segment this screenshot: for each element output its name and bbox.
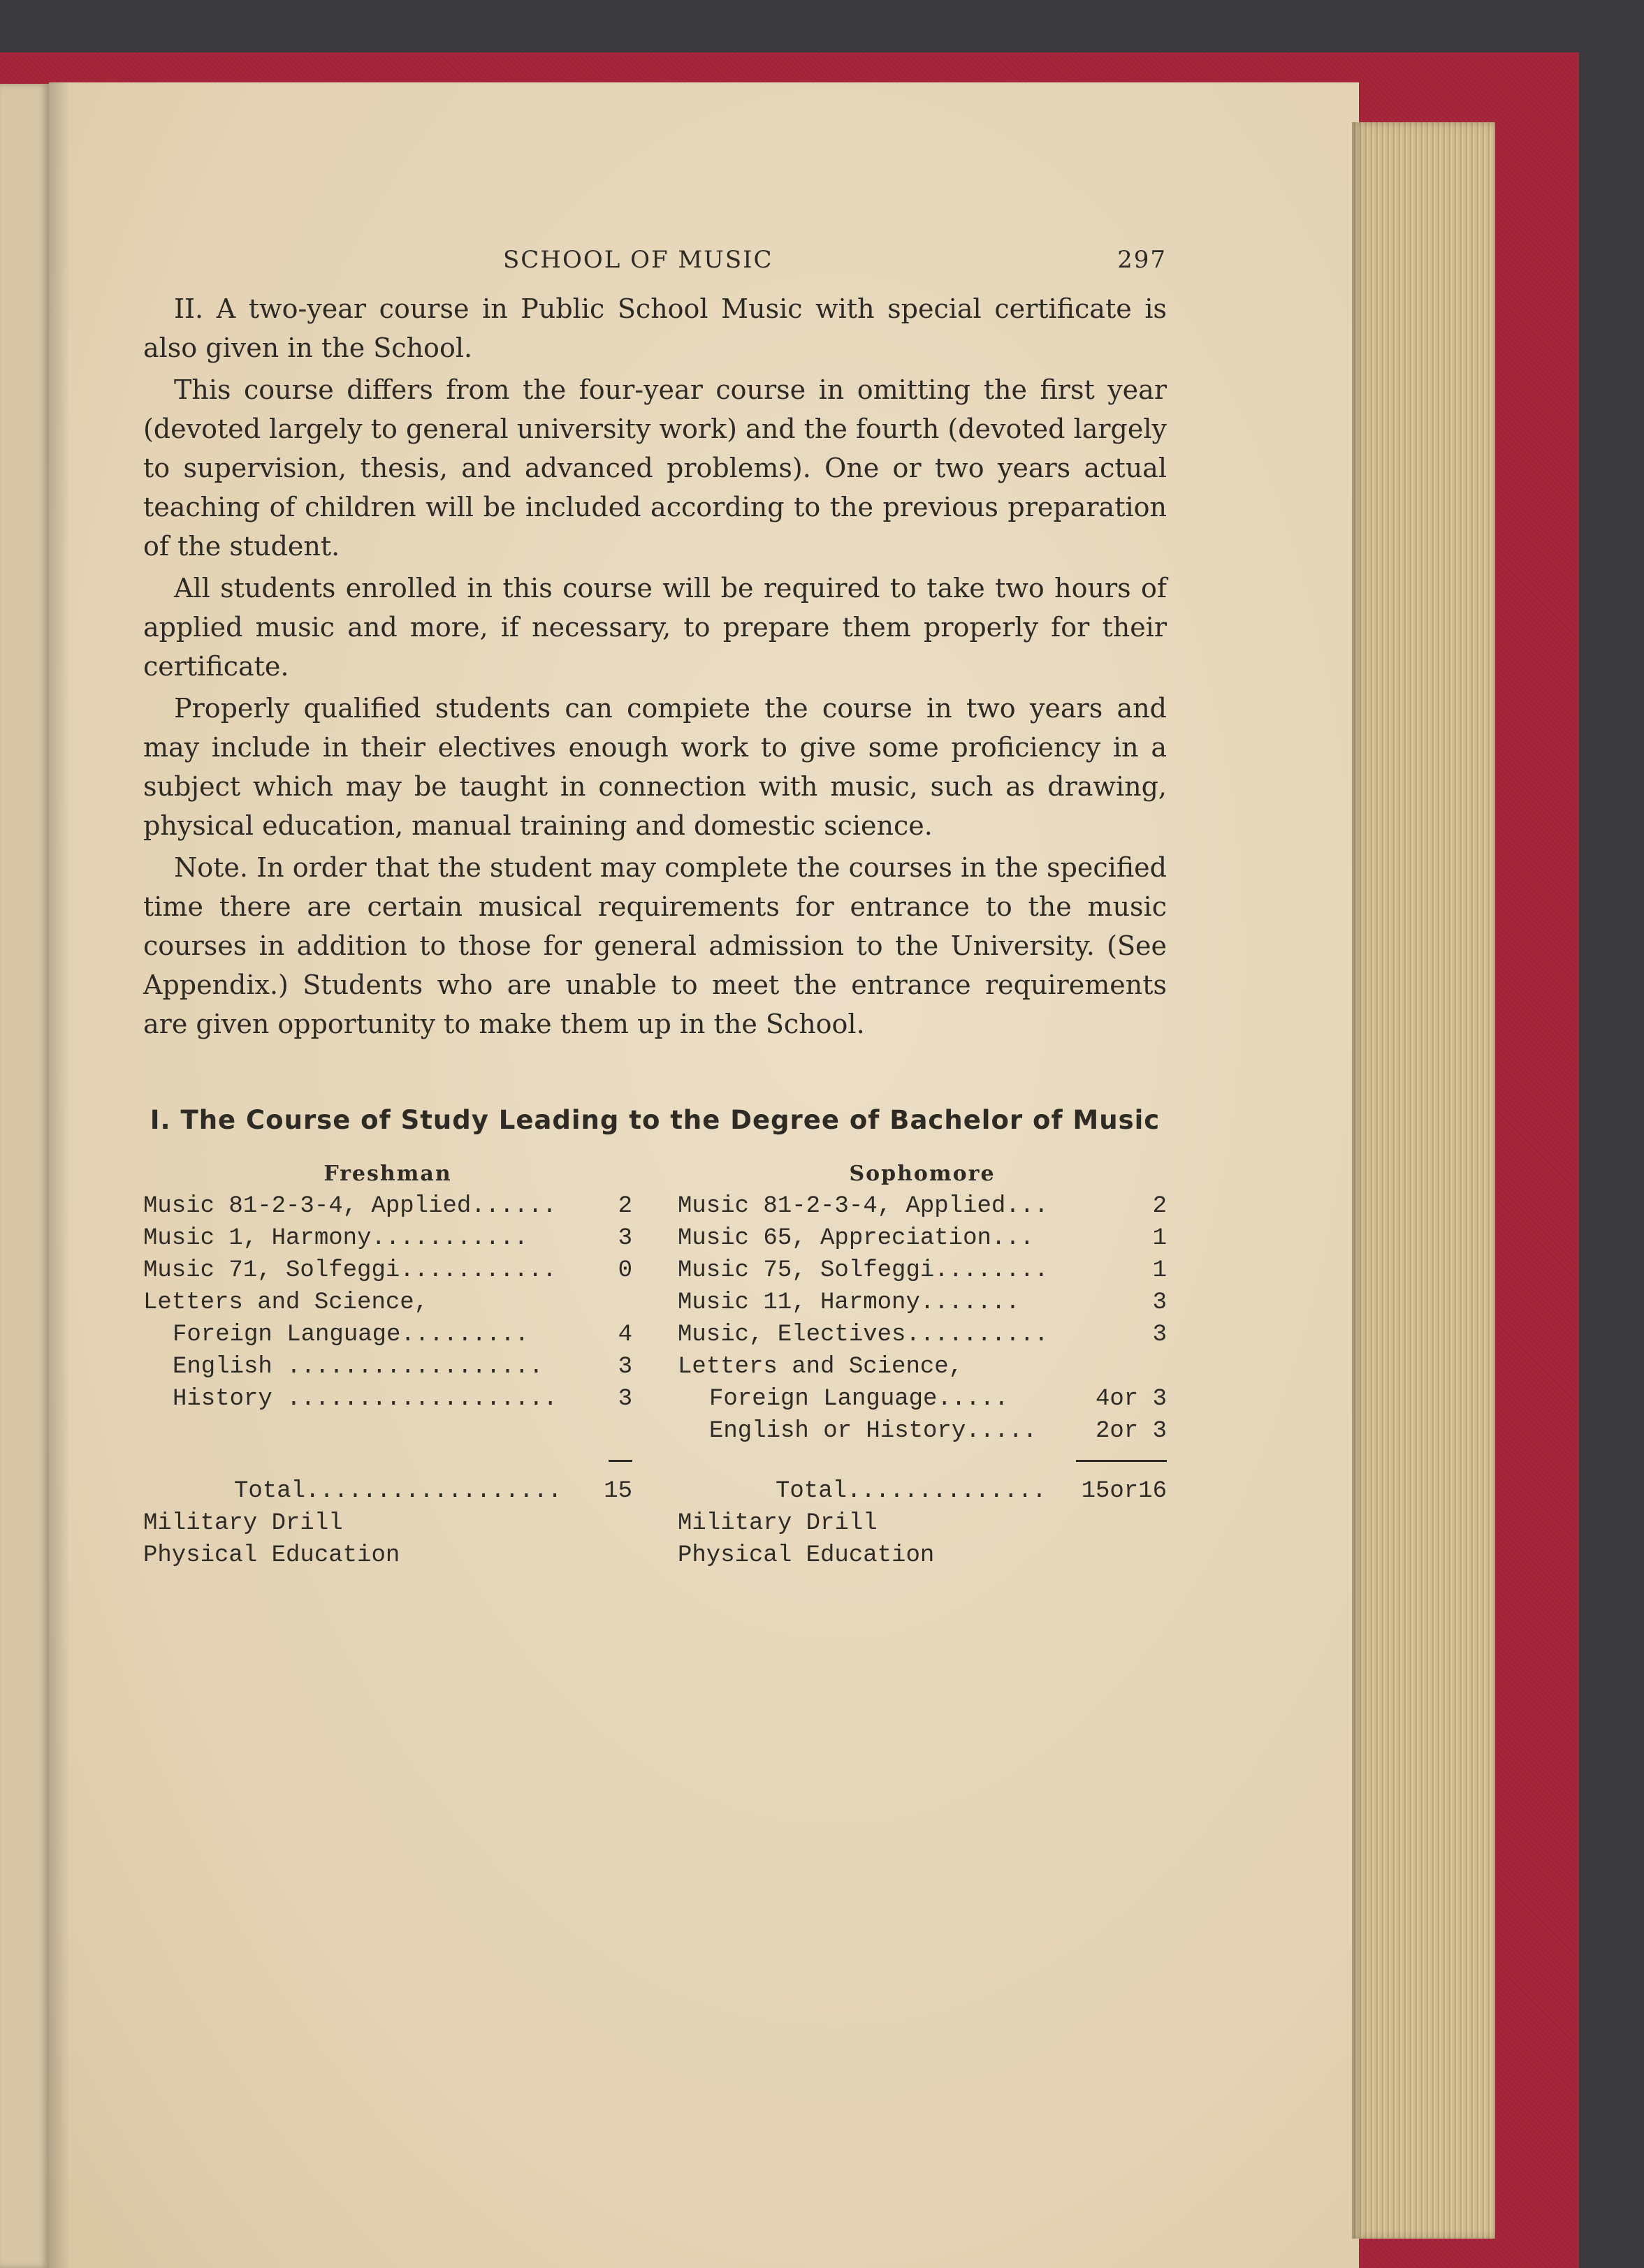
course-row <box>678 1351 1167 1383</box>
page-content <box>143 237 1167 1647</box>
total-rule <box>143 1447 632 1475</box>
paragraph: Properly qualified students can compiete the course in two years and may include in their electives enough work to give some proficiency in a subject which may be taught in connection with music, such as drawing, physical education, manual training and domestic science. <box>143 693 1167 841</box>
running-header <box>143 237 1167 279</box>
course-units: 2 <box>1152 1193 1167 1220</box>
extra-label: Military Drill <box>678 1510 878 1537</box>
freshman-column <box>143 1158 632 1572</box>
course-row <box>678 1415 1167 1447</box>
course-label: English or History..... <box>709 1418 1038 1444</box>
course-heading: I. The Course of Study Leading to the Degree of Bachelor of Music <box>150 1105 1161 1135</box>
total-label: Total.................. <box>234 1478 562 1505</box>
course-label: Music 71, Solfeggi........... <box>143 1257 557 1284</box>
course-units: 2 <box>618 1193 632 1220</box>
course-row <box>678 1383 1167 1415</box>
extra-label: Physical Education <box>678 1542 935 1569</box>
course-row <box>678 1222 1167 1254</box>
course-row <box>143 1287 632 1319</box>
course-units: 3 <box>618 1354 632 1380</box>
paragraph: This course differs from the four-year course in omitting the first year (devoted largely to general university work) and the fourth (devoted largely to supervision, thesis, and advanced problems). One or two years actual teaching of children will be included according to the previous preparation of the student. <box>143 374 1167 562</box>
total-units: 15 <box>604 1478 632 1505</box>
course-label: Music, Electives.......... <box>678 1322 1049 1348</box>
paragraph: Note. In order that the student may complete the courses in the specified time there are certain musical requirements for entrance to the music courses in addition to those for general admission to the University. (See Appendix.) Students who are unable to meet the entrance requirements are given opportunity to make them up in the School. <box>143 852 1167 1039</box>
paragraph: All students enrolled in this course will be required to take two hours of applied music and more, if necessary, to prepare them properly for their certificate. <box>143 573 1167 682</box>
course-label: Music 1, Harmony........... <box>143 1225 528 1252</box>
total-rule <box>678 1447 1167 1475</box>
extra-row <box>678 1539 1167 1572</box>
course-row <box>143 1383 632 1415</box>
paragraph: II. A two-year course in Public School Music with special certificate is also given in the School. <box>143 293 1167 363</box>
course-row <box>143 1319 632 1351</box>
course-units: 4or 3 <box>1095 1386 1167 1412</box>
sophomore-heading: Sophomore <box>849 1162 996 1186</box>
total-units: 15or16 <box>1081 1478 1167 1505</box>
course-units: 3 <box>1152 1289 1167 1316</box>
course-label: Music 65, Appreciation... <box>678 1225 1035 1252</box>
course-row <box>678 1287 1167 1319</box>
course-label: Music 11, Harmony....... <box>678 1289 1020 1316</box>
course-units: 2or 3 <box>1095 1418 1167 1444</box>
page-number: 297 <box>1117 246 1167 274</box>
extra-row <box>678 1507 1167 1539</box>
course-row <box>143 1254 632 1287</box>
spacer-row <box>143 1415 632 1447</box>
course-units: 3 <box>1152 1322 1167 1348</box>
course-row <box>678 1319 1167 1351</box>
course-row <box>143 1351 632 1383</box>
extra-row <box>143 1539 632 1572</box>
sophomore-column <box>678 1158 1167 1572</box>
course-label: Letters and Science, <box>143 1289 429 1316</box>
course-row <box>678 1190 1167 1222</box>
course-units: 1 <box>1152 1225 1167 1252</box>
extra-label: Military Drill <box>143 1510 343 1537</box>
course-label: History ................... <box>173 1386 558 1412</box>
running-title: SCHOOL OF MUSIC <box>503 246 773 274</box>
total-label: Total.............. <box>776 1478 1047 1505</box>
extra-row <box>143 1507 632 1539</box>
course-label: Music 81-2-3-4, Applied... <box>678 1193 1049 1220</box>
course-units: 4 <box>618 1322 632 1348</box>
course-row <box>678 1254 1167 1287</box>
total-row <box>143 1475 632 1507</box>
course-label: Letters and Science, <box>678 1354 963 1380</box>
page-edges <box>1352 122 1495 2239</box>
course-label: Foreign Language......... <box>173 1322 530 1348</box>
course-label: Music 81-2-3-4, Applied...... <box>143 1193 557 1220</box>
course-label: English .................. <box>173 1354 544 1380</box>
course-units: 0 <box>618 1257 632 1284</box>
course-label: Foreign Language..... <box>709 1386 1009 1412</box>
page-gutter-shadow <box>49 82 70 2268</box>
course-table <box>143 1158 1167 1647</box>
total-row <box>678 1475 1167 1507</box>
freshman-heading: Freshman <box>323 1162 452 1186</box>
course-row <box>143 1222 632 1254</box>
extra-label: Physical Education <box>143 1542 400 1569</box>
course-units: 1 <box>1152 1257 1167 1284</box>
course-units: 3 <box>618 1386 632 1412</box>
course-row <box>143 1190 632 1222</box>
course-label: Music 75, Solfeggi........ <box>678 1257 1049 1284</box>
course-units: 3 <box>618 1225 632 1252</box>
facing-page-edge <box>0 84 49 2268</box>
